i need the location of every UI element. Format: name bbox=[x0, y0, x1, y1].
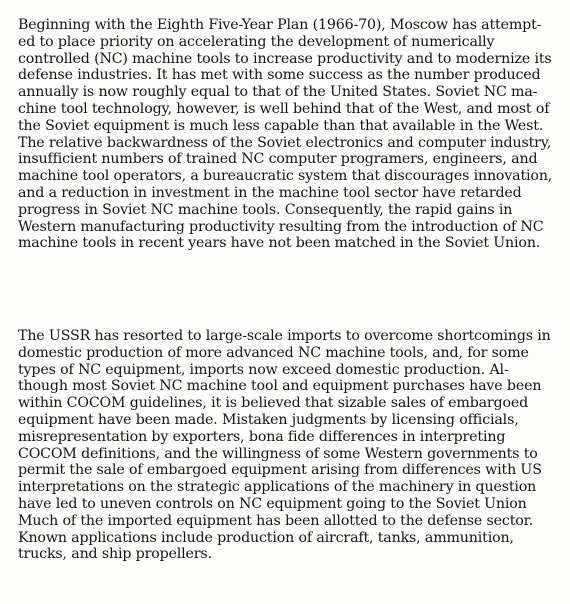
text-line: though most Soviet NC machine tool and equipment purchases have been bbox=[18, 378, 542, 395]
text-line: and a reduction in investment in the machine tool sector have retarded bbox=[18, 184, 522, 201]
text-line: domestic production of more advanced NC machine tools, and, for some bbox=[18, 344, 529, 361]
text-line: defense industries. It has met with some success as the number produced bbox=[18, 67, 541, 84]
text-line: permit the sale of embargoed equipment arising from differences with US bbox=[18, 462, 542, 479]
text-line: equipment have been made. Mistaken judgments by licensing officials, bbox=[18, 411, 519, 428]
text-line: within COCOM guidelines, it is believed that sizable sales of embargoed bbox=[18, 395, 529, 412]
text-line: trucks, and ship propellers. bbox=[18, 546, 212, 563]
text-line: misrepresentation by exporters, bona fide differences in interpreting bbox=[18, 428, 506, 445]
text-line: have led to uneven controls on NC equipment going to the Soviet Union bbox=[18, 495, 527, 512]
text-line: Known applications include production of aircraft, tanks, ammunition, bbox=[18, 529, 514, 546]
text-line: ed to place priority on accelerating the development of numerically bbox=[18, 33, 495, 50]
text-line: controlled (NC) machine tools to increase productivity and to modernize its bbox=[18, 50, 552, 67]
text-line: annually is now roughly equal to that of the United States. Soviet NC ma- bbox=[18, 84, 538, 101]
text-line: The relative backwardness of the Soviet electronics and computer industry, bbox=[18, 134, 552, 151]
text-line: interpretations on the strategic applications of the machinery in question bbox=[18, 479, 537, 496]
text-line: Beginning with the Eighth Five-Year Plan (1966-70), Moscow has attempt- bbox=[18, 17, 542, 33]
text-line: chine tool technology, however, is well behind that of the West, and most of bbox=[18, 100, 550, 117]
text-line: machine tool operators, a bureaucratic system that discourages innovation, bbox=[18, 168, 553, 185]
paragraph-nc-development bbox=[18, 17, 552, 252]
text-line: COCOM definitions, and the willingness of some Western governments to bbox=[18, 445, 538, 462]
text-line: machine tools in recent years have not been matched in the Soviet Union. bbox=[18, 235, 541, 252]
text-line: the Soviet equipment is much less capable than that available in the West. bbox=[18, 117, 544, 134]
text-line: progress in Soviet NC machine tools. Consequently, the rapid gains in bbox=[18, 201, 513, 218]
text-line: Western manufacturing productivity resulting from the introduction of NC bbox=[18, 218, 544, 235]
text-line: types of NC equipment, imports now exceed domestic production. Al- bbox=[18, 361, 509, 378]
text-line: Much of the imported equipment has been allotted to the defense sector. bbox=[18, 512, 534, 529]
text-line: insufficient numbers of trained NC computer programers, engineers, and bbox=[18, 151, 538, 168]
paragraph-ussr-imports bbox=[18, 328, 551, 563]
text-line: The USSR has resorted to large-scale imports to overcome shortcomings in bbox=[18, 328, 551, 344]
